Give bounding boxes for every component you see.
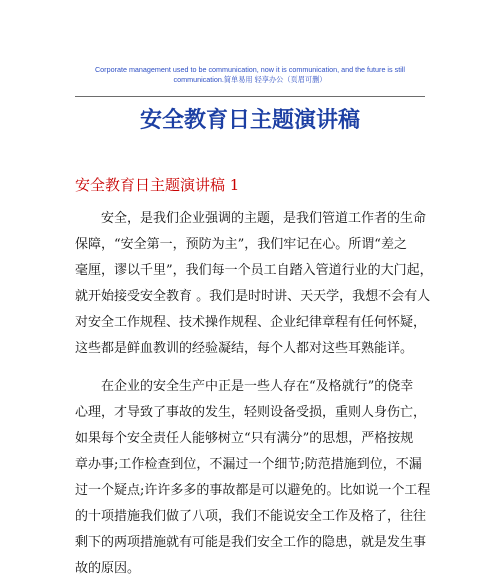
page-header-line-2: communication.简单易用 轻享办公（页眉可删） xyxy=(173,75,327,84)
header-divider xyxy=(75,96,425,97)
paragraph-2-line: 如果每个安全责任人能够树立“只有满分”的思想，严格按规 xyxy=(75,431,414,446)
paragraph-1-line: 对安全工作规程、技术操作规程、企业纪律章程有任何怀疑， xyxy=(75,315,427,330)
paragraph-2-line: 心理，才导致了事故的发生，轻则设备受损，重则人身伤亡， xyxy=(75,405,427,420)
paragraph-1-line: 保障，“安全第一，预防为主”，我们牢记在心。所谓“差之 xyxy=(75,237,407,252)
paragraph-2-line: 剩下的两项措施就有可能是我们安全工作的隐患，就是发生事 xyxy=(75,535,427,550)
paragraph-1-line: 这些都是鲜血教训的经验凝结，每个人都对这些耳熟能详。 xyxy=(75,341,414,356)
paragraph-1-line: 安全，是我们企业强调的主题，是我们管道工作者的生命 xyxy=(101,211,427,226)
paragraph-2-line: 在企业的安全生产中正是一些人存在“及格就行”的侥幸 xyxy=(101,379,414,394)
page-header-line-1: Corporate management used to be communication, now it is communication, and the future is still xyxy=(94,65,406,74)
document-title: 安全教育日主题演讲稿 xyxy=(139,108,360,133)
paragraph-1-line: 毫厘，谬以千里”，我们每一个员工自踏入管道行业的大门起， xyxy=(75,263,433,278)
paragraph-2-line: 过一个疑点;许许多多的事故都是可以避免的。比如说一个工程 xyxy=(75,483,431,498)
section-title: 安全教育日主题演讲稿 1 xyxy=(75,176,240,194)
paragraph-2-line: 的十项措施我们做了八项，我们不能说安全工作及格了，往往 xyxy=(75,509,427,524)
paragraph-2-line: 故的原因。 xyxy=(75,561,141,576)
paragraph-2-line: 章办事;工作检查到位，不漏过一个细节;防范措施到位，不漏 xyxy=(75,457,422,472)
paragraph-1-line: 就开始接受安全教育 。我们是时时讲、天天学，我想不会有人 xyxy=(75,289,431,304)
